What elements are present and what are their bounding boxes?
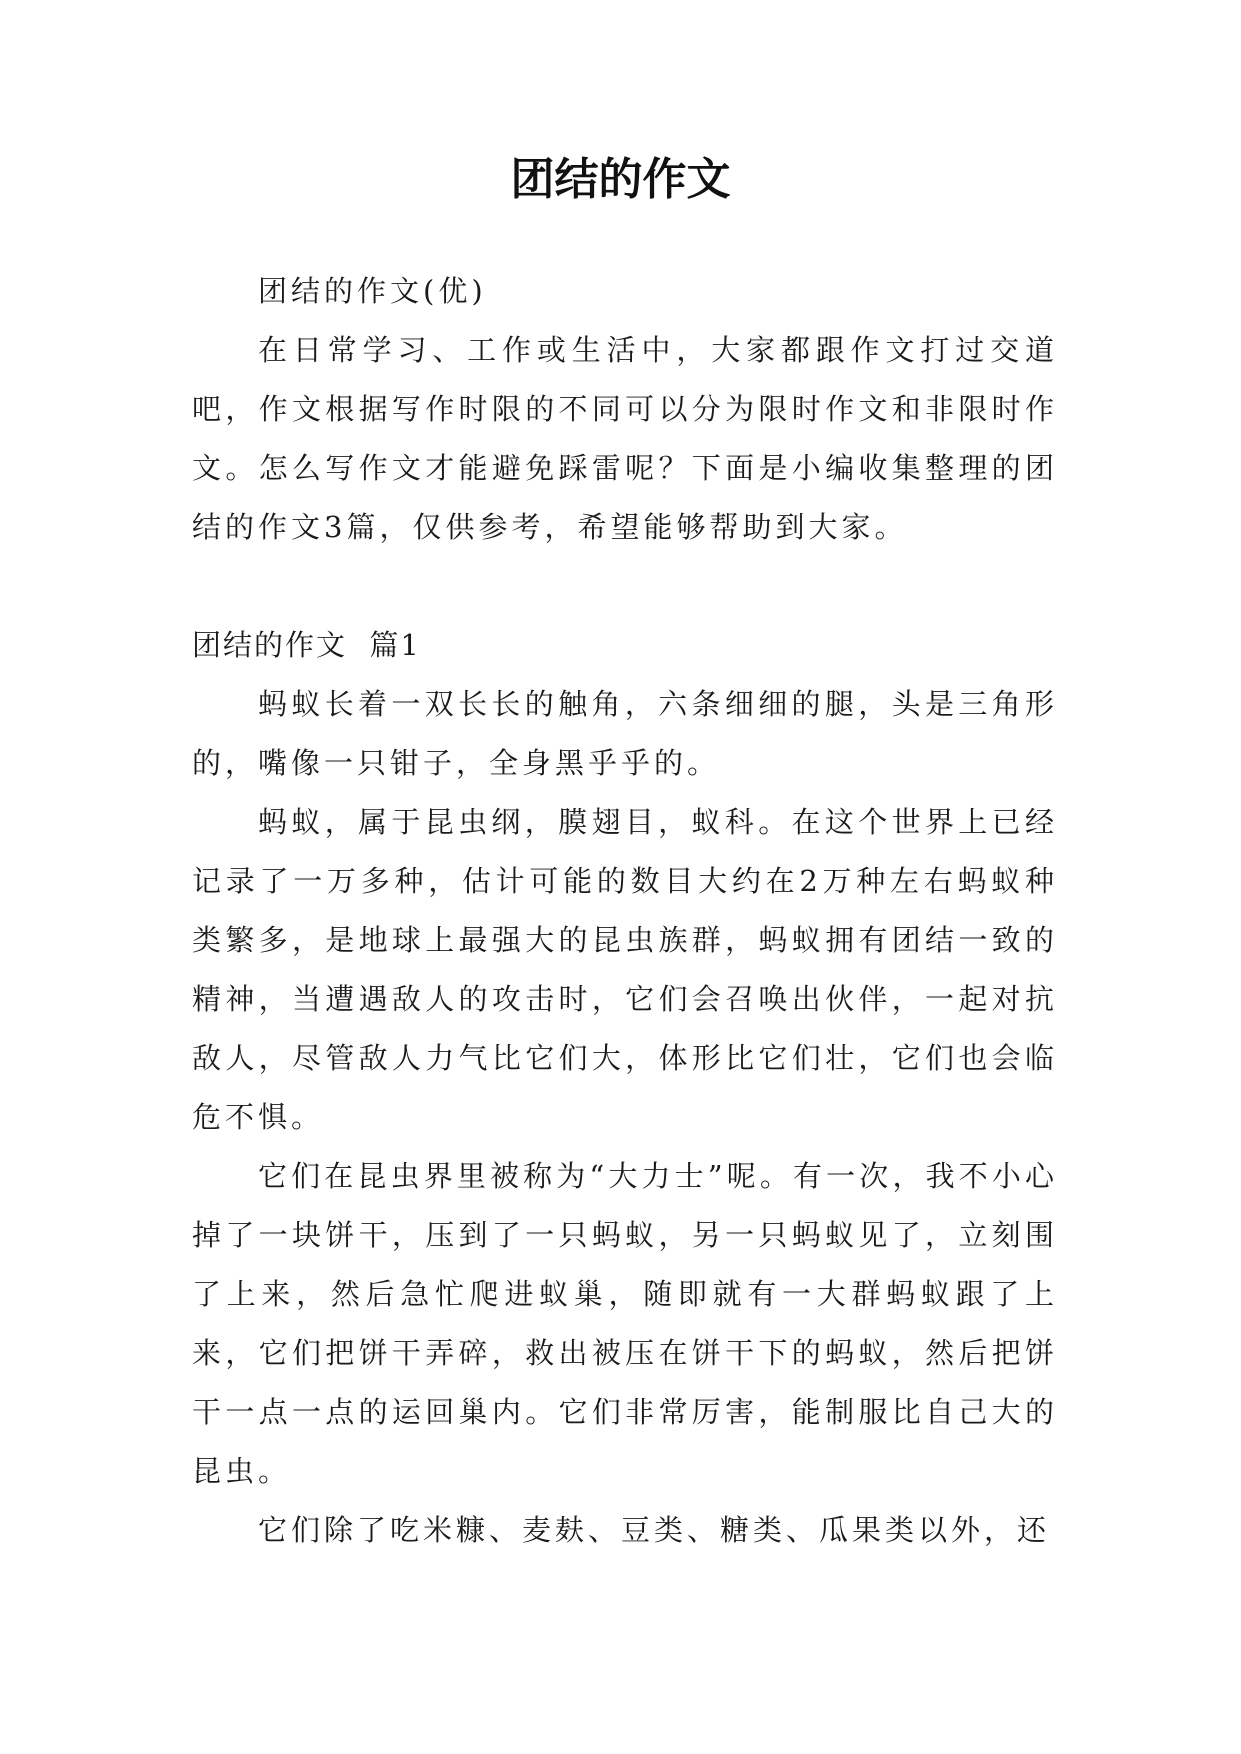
body-paragraph: 它们在昆虫界里被称为“大力士”呢。有一次，我不小心掉了一块饼干，压到了一只蚂蚁，另一只蚂蚁见了，立刻围了上来，然后急忙爬进蚁巢，随即就有一大群蚂蚁跟了上来，它们把饼干弄碎，救出被压在饼干下的蚂蚁，然后把饼干一点一点的运回巢内。它们非常厉害，能制服比自己大的昆虫。 <box>192 1159 1058 1488</box>
intro-paragraph: 在日常学习、工作或生活中，大家都跟作文打过交道吧，作文根据写作时限的不同可以分为限时作文和非限时作文。怎么写作文才能避免踩雷呢？下面是小编收集整理的团结的作文3篇，仅供参考，希望能够帮助到大家。 <box>192 333 1058 544</box>
document-title: 团结的作文 <box>510 154 731 205</box>
body-paragraph: 它们除了吃米糠、麦麸、豆类、糖类、瓜果类以外，还 <box>258 1513 1051 1547</box>
body-paragraph: 蚂蚁，属于昆虫纲，膜翅目，蚁科。在这个世界上已经记录了一万多种，估计可能的数目大约在2万种左右蚂蚁种类繁多，是地球上最强大的昆虫族群，蚂蚁拥有团结一致的精神，当遭遇敌人的攻击时，它们会召唤出伙伴，一起对抗敌人，尽管敌人力气比它们大，体形比它们壮，它们也会临危不惧。 <box>192 805 1058 1134</box>
document-body <box>192 262 1058 1560</box>
body-paragraph: 蚂蚁长着一双长长的触角，六条细细的腿，头是三角形的，嘴像一只钳子，全身黑乎乎的。 <box>192 687 1058 780</box>
document-subtitle: 团结的作文(优) <box>258 274 487 308</box>
section-heading: 团结的作文 篇1 <box>192 628 421 662</box>
